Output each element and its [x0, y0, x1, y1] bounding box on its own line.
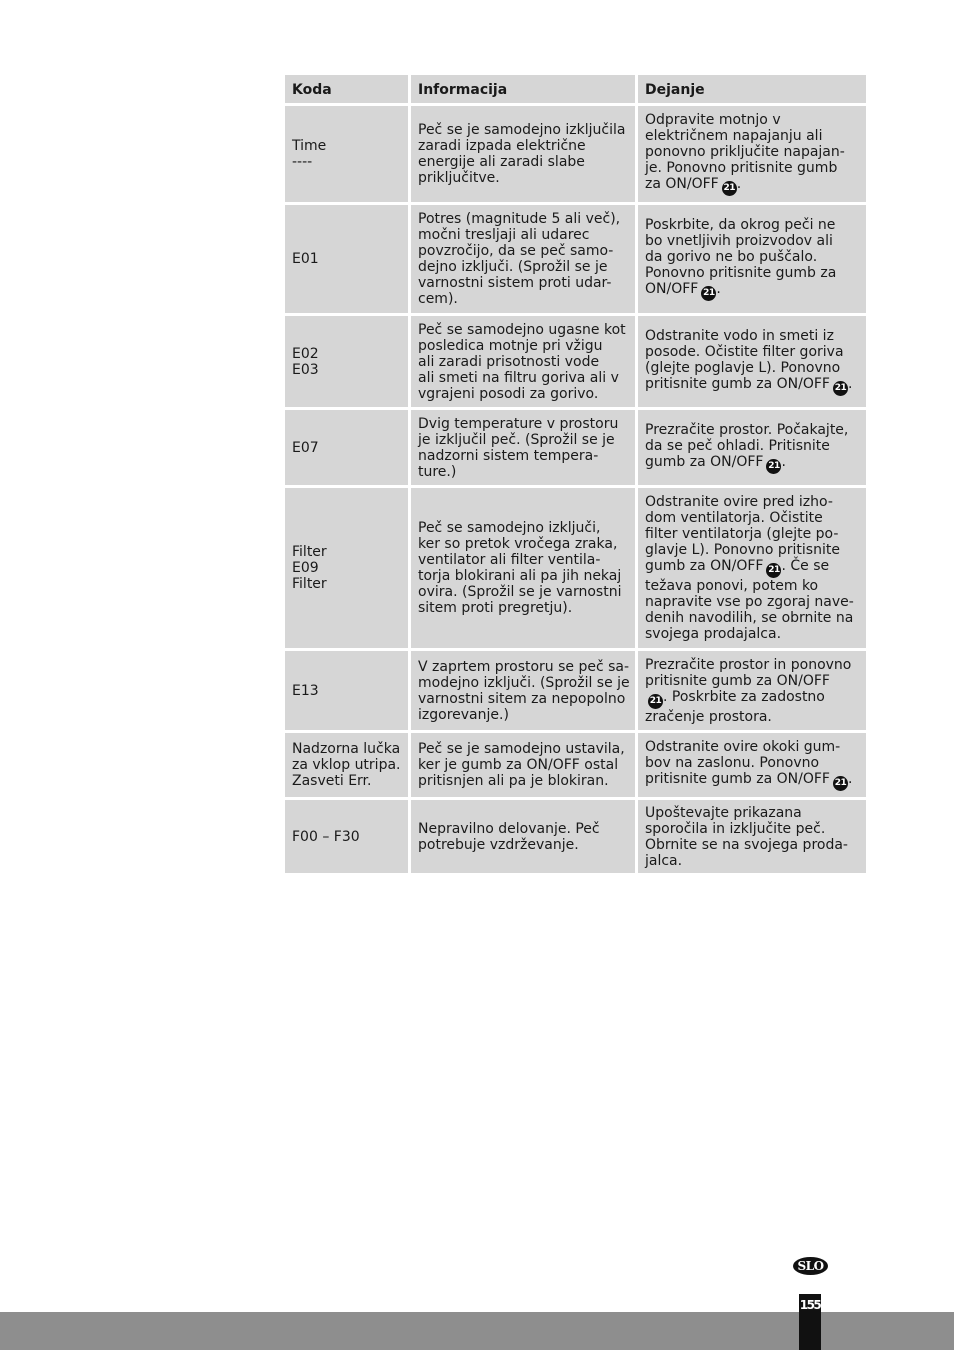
code-cell — [285, 205, 411, 316]
action-text: Odstranite ovire okoki gum- bov na zaslonu. Ponovno pritisnite gumb za ON/OFF — [645, 739, 841, 787]
info-cell — [411, 800, 638, 876]
header-info: Informacija — [411, 75, 638, 106]
action-text: Prezračite prostor in ponovno pritisnite gumb za ON/OFF — [645, 656, 852, 689]
action-text: Prezračite prostor. Počakajte, da se peč ohladi. Pritisnite gumb za ON/OFF — [645, 421, 849, 470]
info-cell — [411, 106, 638, 205]
error-code-table — [285, 75, 866, 876]
code-cell — [285, 410, 411, 488]
action-text: Odstranite vodo in smeti iz posode. Očistite filter goriva (glejte poglavje L). Ponovno pritisnite gumb za ON/OFF — [645, 327, 844, 392]
action-text-after: . — [716, 281, 721, 297]
info-text: Peč se je samodejno ustavila, ker je gumb za ON/OFF ostal pritisnjen ali pa je blokiran. — [418, 741, 625, 789]
table-row — [285, 106, 866, 205]
button-ref-badge: 21 — [648, 694, 663, 709]
table-row — [285, 733, 866, 800]
table-row — [285, 488, 866, 651]
code-text: Filter E09 Filter — [292, 544, 327, 592]
info-text: Dvig temperature v prostoru je izključil peč. (Sprožil se je nadzorni sistem tempera- ture.) — [418, 415, 619, 480]
table-row — [285, 316, 866, 410]
code-cell — [285, 800, 411, 876]
button-ref-badge: 21 — [833, 776, 848, 791]
button-ref-badge: 21 — [701, 286, 716, 301]
info-text: Peč se je samodejno izključila zaradi izpada električne energije ali zaradi slabe priključitve. — [418, 122, 626, 186]
button-ref-badge: 21 — [766, 563, 781, 578]
action-cell — [638, 651, 866, 733]
code-cell — [285, 316, 411, 410]
action-cell — [638, 205, 866, 316]
info-text: Peč se samodejno izključi, ker so pretok vročega zraka, ventilator ali filter ventila- torja blokirani ali pa jih nekaj ovira. (Sprožil se je varnostni sitem proti pregretju). — [418, 520, 622, 616]
action-text: Odpravite motnjo v električnem napajanju ali ponovno priključite napajan- je. Ponovno pritisnite gumb za ON/OFF — [645, 112, 845, 192]
info-text: Nepravilno delovanje. Peč potrebuje vzdrževanje. — [418, 820, 600, 853]
action-cell — [638, 410, 866, 488]
table-row — [285, 651, 866, 733]
code-cell — [285, 106, 411, 205]
info-cell — [411, 651, 638, 733]
language-badge: SLO — [793, 1257, 828, 1275]
action-cell — [638, 733, 866, 800]
info-cell — [411, 410, 638, 488]
page-number: 155 — [799, 1298, 821, 1312]
code-text: F00 – F30 — [292, 828, 360, 845]
table-row — [285, 205, 866, 316]
table-header-row — [285, 75, 866, 106]
button-ref-badge: 21 — [722, 181, 737, 196]
info-text: Peč se samodejno ugasne kot posledica motnje pri vžigu ali zaradi prisotnosti vode ali smeti na filtru goriva ali v vgrajeni posodi za gorivo. — [418, 321, 626, 402]
button-ref-badge: 21 — [766, 459, 781, 474]
action-text: Odstranite ovire pred izho- dom ventilatorja. Očistite filter ventilatorja (glejte po- glavje L). Ponovno pritisnite gumb za ON/OFF — [645, 494, 840, 574]
action-text: Poskrbite, da okrog peči ne bo vnetljivih proizvodov ali da gorivo ne bo puščalo. Ponovno pritisnite gumb za ON/OFF — [645, 217, 837, 297]
code-text: E07 — [292, 439, 319, 456]
code-text: Time ---- — [292, 138, 327, 170]
header-action: Dejanje — [638, 75, 866, 106]
code-text: Nadzorna lučka za vklop utripa. Zasveti Err. — [292, 741, 401, 789]
action-text-after: . Če se težava ponovi, potem ko napravite vse po zgoraj nave- denih navodilih, se obrnite na svojega prodajalca. — [645, 558, 854, 642]
code-cell — [285, 651, 411, 733]
info-cell — [411, 733, 638, 800]
header-code: Koda — [285, 75, 411, 106]
info-cell — [411, 488, 638, 651]
code-cell — [285, 488, 411, 651]
table-row — [285, 800, 866, 876]
code-text: E01 — [292, 251, 319, 267]
button-ref-badge: 21 — [833, 381, 848, 396]
info-cell — [411, 205, 638, 316]
action-text-after: . — [781, 453, 786, 470]
action-text-after: . — [736, 176, 742, 192]
code-text: E02 E03 — [292, 345, 319, 378]
info-text: Potres (magnitude 5 ali več), močni tresljaji ali udarec povzročijo, da se peč samo- dejno izključi. (Sprožil se je varnostni sistem proti udar- cem). — [418, 211, 621, 307]
action-cell — [638, 316, 866, 410]
action-cell — [638, 800, 866, 876]
action-text: Upoštevajte prikazana sporočila in izključite peč. Obrnite se na svojega proda- jalca. — [645, 804, 848, 869]
info-cell — [411, 316, 638, 410]
action-text-after: . — [847, 771, 853, 787]
table-row — [285, 410, 866, 488]
code-cell — [285, 733, 411, 800]
action-text-after: . — [847, 375, 853, 392]
code-text: E13 — [292, 682, 319, 699]
action-cell — [638, 106, 866, 205]
action-cell — [638, 488, 866, 651]
action-text-after: . Poskrbite za zadostno zračenje prostora. — [645, 688, 825, 725]
info-text: V zaprtem prostoru se peč sa- modejno izključi. (Sprožil se je varnostni sitem za nepopolno izgorevanje.) — [418, 658, 630, 723]
